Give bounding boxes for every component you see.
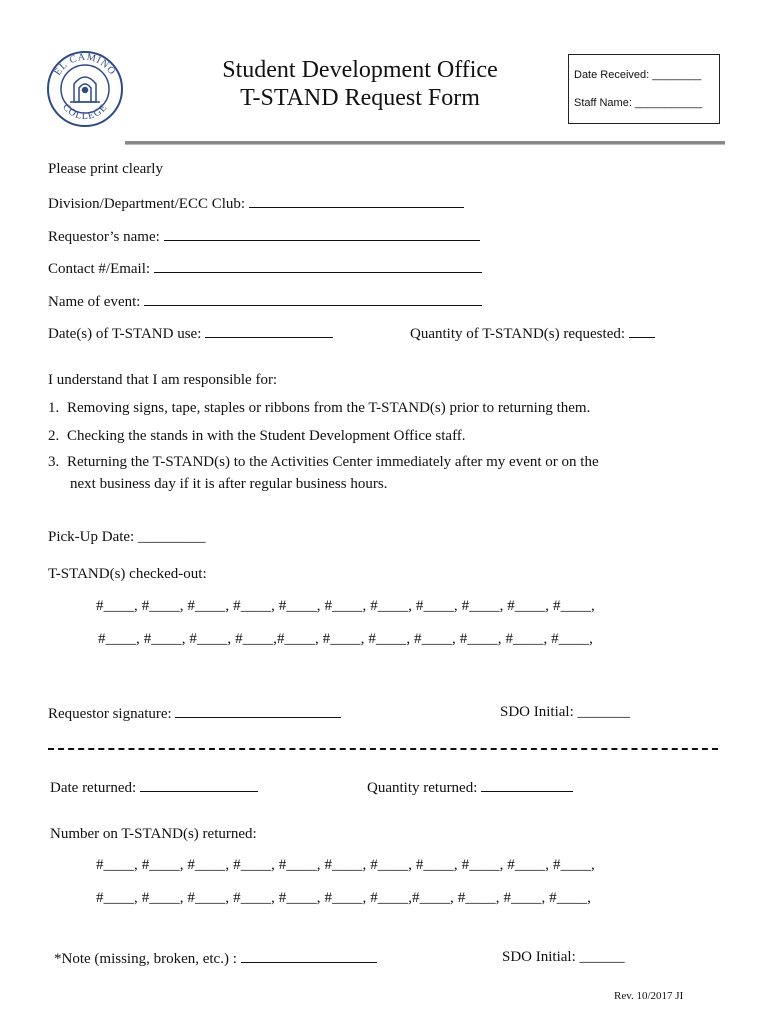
item-text: Removing signs, tape, staples or ribbons from the T-STAND(s) prior to returning them. <box>67 400 591 416</box>
item-text: Checking the stands in with the Student Development Office staff. <box>67 428 466 444</box>
item-text: Returning the T-STAND(s) to the Activities Center immediately after my event or on the <box>67 454 599 470</box>
note-row <box>54 948 377 968</box>
item-number: 1. <box>48 400 60 416</box>
checkout-serials-row1[interactable]: #____, #____, #____, #____, #____, #____, #____, #____, #____, #____, #____, <box>96 598 595 614</box>
responsibility-item <box>48 399 590 417</box>
responsibility-item-continued: next business day if it is after regular business hours. <box>70 476 388 492</box>
requestor-label: Requestor’s name: <box>48 229 160 245</box>
item-number: 2. <box>48 428 60 444</box>
return-serials-row1[interactable]: #____, #____, #____, #____, #____, #____, #____, #____, #____, #____, #____, <box>96 857 595 873</box>
number-returned-label: Number on T-STAND(s) returned: <box>50 826 257 842</box>
contact-row <box>48 258 482 278</box>
quantity-row <box>410 323 655 343</box>
return-serials-row2[interactable]: #____, #____, #____, #____, #____, #____, #____,#____, #____, #____, #____, <box>96 890 591 906</box>
signature-input[interactable] <box>175 703 341 718</box>
contact-label: Contact #/Email: <box>48 261 151 277</box>
quantity-returned-input[interactable] <box>481 777 573 792</box>
responsibility-item <box>48 453 599 471</box>
responsibility-item <box>48 427 466 445</box>
svg-text:COLLEGE <box>60 102 110 122</box>
office-use-box <box>568 54 720 124</box>
dates-row <box>48 323 333 343</box>
seal-bottom-text: COLLEGE <box>60 101 110 123</box>
item-number: 3. <box>48 454 60 470</box>
checkout-serials-row2[interactable]: #____, #____, #____, #____,#____, #____, #____, #____, #____, #____, #____, <box>98 631 593 647</box>
responsibility-intro: I understand that I am responsible for: <box>48 372 278 388</box>
sdo-initial-checkout[interactable]: SDO Initial: _______ <box>500 704 630 720</box>
checked-out-label: T-STAND(s) checked-out: <box>48 566 207 582</box>
date-received-field[interactable]: Date Received: ________ <box>574 69 702 81</box>
division-label: Division/Department/ECC Club: <box>48 196 246 212</box>
bell-tower-icon <box>70 77 100 102</box>
revision-note: Rev. 10/2017 JI <box>614 990 684 1002</box>
print-instruction: Please print clearly <box>48 161 163 177</box>
signature-label: Requestor signature: <box>48 706 172 722</box>
requestor-row <box>48 226 480 246</box>
signature-row <box>48 703 341 723</box>
quantity-returned-row <box>367 777 573 797</box>
note-input[interactable] <box>241 948 377 963</box>
staff-name-field[interactable]: Staff Name: ___________ <box>574 97 703 109</box>
contact-input[interactable] <box>154 258 482 273</box>
dates-input[interactable] <box>205 323 333 338</box>
event-row <box>48 291 482 311</box>
el-camino-college-seal <box>46 50 124 128</box>
date-returned-label: Date returned: <box>50 780 137 796</box>
quantity-label: Quantity of T-STAND(s) requested: <box>410 326 626 342</box>
requestor-name-input[interactable] <box>164 226 480 241</box>
quantity-input[interactable] <box>629 323 655 338</box>
note-label: *Note (missing, broken, etc.) : <box>54 951 237 967</box>
seal-top-text: EL CAMINO <box>52 51 118 78</box>
form-title-line1: Student Development Office <box>222 57 498 83</box>
division-row <box>48 193 464 213</box>
division-input[interactable] <box>249 193 464 208</box>
cut-line-divider <box>48 748 718 750</box>
sdo-initial-return[interactable]: SDO Initial: ______ <box>502 949 625 965</box>
pickup-date-field[interactable]: Pick-Up Date: _________ <box>48 529 206 545</box>
dates-label: Date(s) of T-STAND use: <box>48 326 202 342</box>
date-returned-input[interactable] <box>140 777 258 792</box>
event-name-input[interactable] <box>144 291 482 306</box>
event-label: Name of event: <box>48 294 141 310</box>
header-divider-thin <box>125 144 725 145</box>
quantity-returned-label: Quantity returned: <box>367 780 478 796</box>
date-returned-row <box>50 777 258 797</box>
form-title-line2: T-STAND Request Form <box>240 85 480 111</box>
